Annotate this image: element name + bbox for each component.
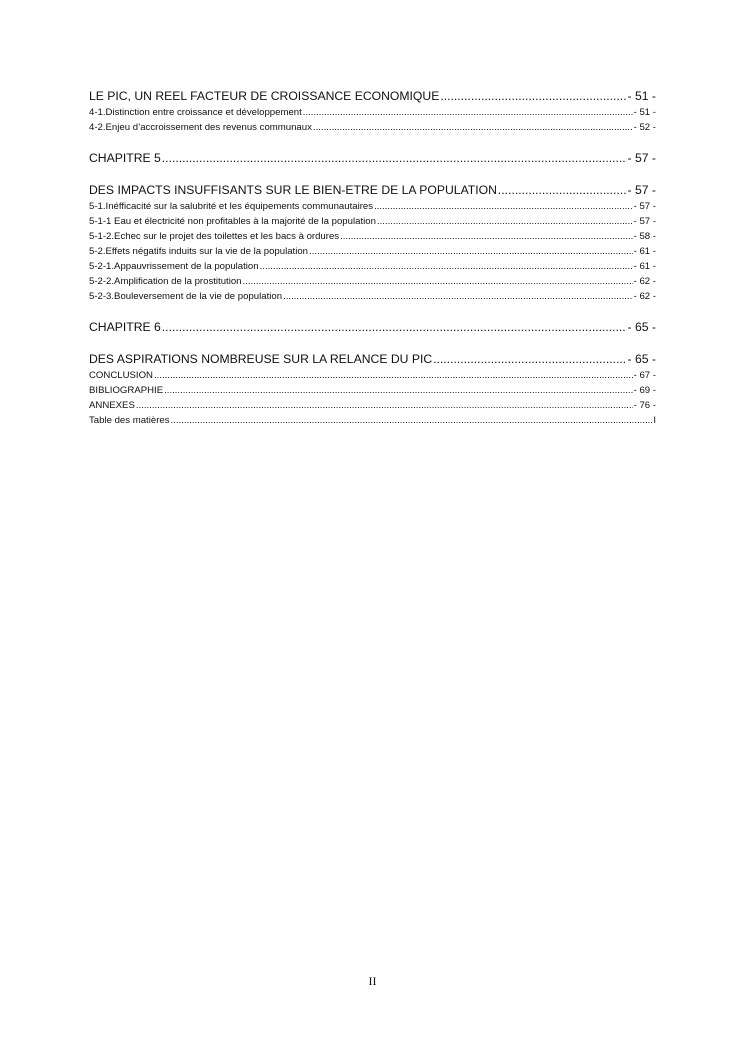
toc-entry[interactable]	[89, 274, 656, 289]
toc-entry-page: - 61 -	[633, 261, 656, 272]
toc-entry-label: CHAPITRE 5	[89, 151, 161, 165]
dot-leader	[498, 182, 627, 199]
toc-entry-page: - 62 -	[633, 291, 656, 302]
toc-entry-page: - 52 -	[633, 122, 656, 133]
dot-leader	[340, 229, 632, 244]
dot-leader	[154, 368, 633, 383]
page-number-footer: II	[368, 974, 377, 988]
dot-leader	[260, 259, 633, 274]
dot-leader	[243, 274, 633, 289]
toc-entry[interactable]	[89, 120, 656, 135]
toc-entry-page: - 57 -	[633, 201, 656, 212]
dot-leader	[171, 413, 653, 428]
toc-entry-page: I	[653, 415, 656, 426]
toc-entry-label: 5-2-3.Bouleversement de la vie de population	[89, 291, 283, 302]
toc-entry[interactable]	[89, 88, 656, 105]
toc-entry-label: 4-1.Distinction entre croissance et développement	[89, 107, 302, 118]
toc-entry[interactable]	[89, 105, 656, 120]
toc-entry-page: - 76 -	[633, 400, 656, 411]
toc-entry-label: DES ASPIRATIONS NOMBREUSE SUR LA RELANCE DU PIC	[89, 352, 433, 366]
dot-leader	[433, 351, 626, 368]
toc-entry-label: 5-1.Inéfficacité sur la salubrité et les équipements communautaires	[89, 201, 374, 212]
toc-entry-label: LE PIC, UN REEL FACTEUR DE CROISSANCE ECONOMIQUE	[89, 89, 440, 103]
toc-entry-label: DES IMPACTS INSUFFISANTS SUR LE BIEN-ETRE DE LA POPULATION	[89, 183, 497, 197]
dot-leader	[377, 214, 633, 229]
toc-entry-page: - 65 -	[627, 320, 656, 334]
toc-entry[interactable]	[89, 229, 656, 244]
dot-leader	[162, 150, 627, 167]
toc-entry[interactable]	[89, 259, 656, 274]
toc-entry-label: BIBLIOGRAPHIE	[89, 385, 164, 396]
toc-entry-page: - 51 -	[627, 89, 656, 103]
toc-entry-label: 5-1-1 Eau et électricité non profitables à la majorité de la population	[89, 216, 376, 227]
dot-leader	[309, 244, 633, 259]
dot-leader	[164, 383, 632, 398]
toc-entry[interactable]	[89, 383, 656, 398]
toc-entry-label: Table des matières	[89, 415, 170, 426]
toc-entry-page: - 62 -	[633, 276, 656, 287]
toc-entry[interactable]	[89, 182, 656, 199]
toc-entry[interactable]	[89, 244, 656, 259]
toc-entry-chapter[interactable]	[89, 319, 656, 336]
dot-leader	[303, 105, 633, 120]
toc-entry-label: 5-2-2.Amplification de la prostitution	[89, 276, 242, 287]
toc-entry[interactable]	[89, 199, 656, 214]
toc-entry[interactable]	[89, 214, 656, 229]
dot-leader	[313, 120, 633, 135]
dot-leader	[283, 289, 633, 304]
dot-leader	[440, 88, 626, 105]
table-of-contents	[89, 88, 656, 428]
toc-entry-label: 5-2.Effets négatifs induits sur la vie de la population	[89, 246, 309, 257]
toc-entry[interactable]	[89, 368, 656, 383]
toc-entry-page: - 69 -	[633, 385, 656, 396]
toc-entry[interactable]	[89, 289, 656, 304]
toc-entry-page: - 61 -	[633, 246, 656, 257]
toc-entry-page: - 57 -	[627, 183, 656, 197]
toc-entry[interactable]	[89, 413, 656, 428]
dot-leader	[162, 319, 627, 336]
toc-entry-label: CHAPITRE 6	[89, 320, 161, 334]
toc-entry-chapter[interactable]	[89, 150, 656, 167]
toc-entry-page: - 51 -	[633, 107, 656, 118]
toc-entry-page: - 58 -	[633, 231, 656, 242]
toc-entry-label: CONCLUSION	[89, 370, 153, 381]
toc-entry-page: - 67 -	[633, 370, 656, 381]
toc-entry-label: ANNEXES	[89, 400, 135, 411]
toc-entry-label: 5-2-1.Appauvrissement de la population	[89, 261, 259, 272]
dot-leader	[136, 398, 633, 413]
toc-entry-page: - 57 -	[633, 216, 656, 227]
toc-entry-page: - 65 -	[627, 352, 656, 366]
toc-entry[interactable]	[89, 398, 656, 413]
toc-entry[interactable]	[89, 351, 656, 368]
dot-leader	[374, 199, 633, 214]
toc-entry-label: 4-2.Enjeu d’accroissement des revenus communaux	[89, 122, 312, 133]
toc-entry-label: 5-1-2.Echec sur le projet des toilettes et les bacs à ordures	[89, 231, 340, 242]
toc-entry-page: - 57 -	[627, 151, 656, 165]
